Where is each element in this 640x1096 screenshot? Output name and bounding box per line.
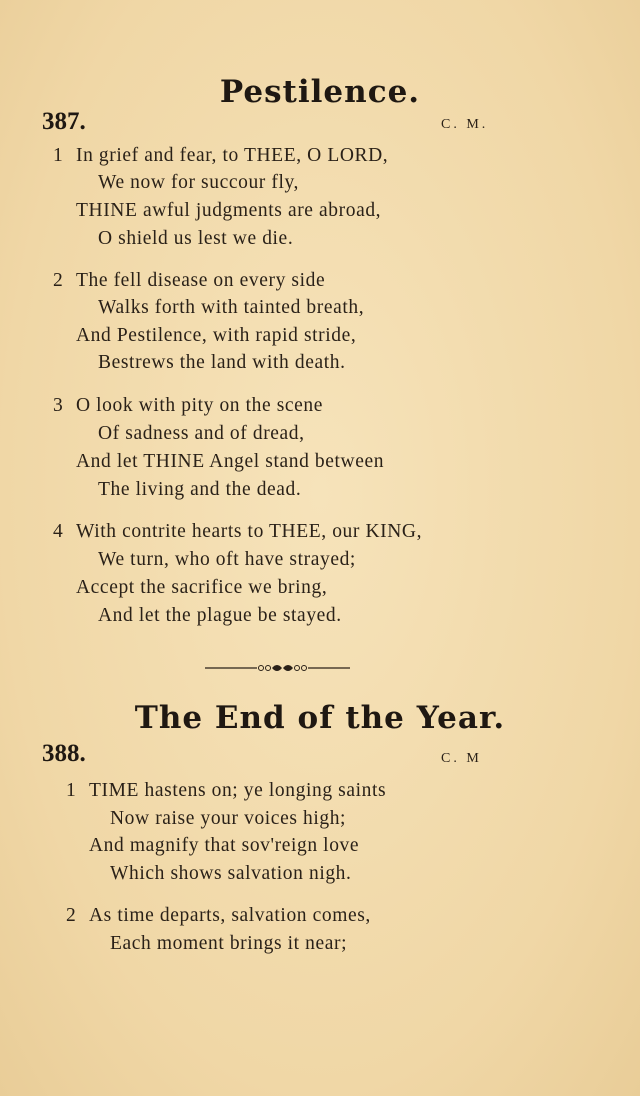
verse-line: The living and the dead.: [98, 479, 302, 500]
verse-line: Bestrews the land with death.: [98, 352, 346, 373]
verse-line: Walks forth with tainted breath,: [98, 297, 365, 318]
verse-line: We turn, who oft have strayed;: [98, 549, 356, 570]
verse-line: TIME hastens on; ye longing saints: [89, 780, 387, 801]
verse-line: And let the plague be stayed.: [98, 605, 342, 626]
verse-line: And let THINE Angel stand between: [76, 451, 385, 472]
verse-line: We now for succour fly,: [98, 172, 300, 193]
verse-number: 4: [53, 521, 63, 542]
verse-line: Accept the sacrifice we bring,: [76, 577, 328, 598]
verse-number: 1: [66, 780, 76, 801]
hymn-number: 388.: [42, 740, 86, 767]
hymn-title: The End of the Year.: [134, 700, 506, 736]
hymn-meter: C. M.: [441, 117, 489, 132]
verse-number: 1: [53, 145, 63, 166]
verse-number: 2: [53, 270, 63, 291]
verse-line: In grief and fear, to THEE, O LORD,: [76, 145, 389, 166]
verse-line: THINE awful judgments are abroad,: [76, 200, 382, 221]
verse-number: 3: [53, 395, 63, 416]
verse-number: 2: [66, 905, 76, 926]
verse-line: Of sadness and of dread,: [98, 423, 305, 444]
verse-line: The fell disease on every side: [76, 270, 326, 291]
hymn-meter: C. M: [441, 751, 482, 766]
verse-line: And Pestilence, with rapid stride,: [76, 325, 357, 346]
hymn-title: Pestilence.: [219, 74, 421, 110]
hymn-number: 387.: [42, 108, 86, 135]
verse-line: Each moment brings it near;: [110, 933, 348, 954]
verse-line: Now raise your voices high;: [110, 808, 347, 829]
verse-line: With contrite hearts to THEE, our KING,: [76, 521, 423, 542]
verse-line: And magnify that sov'reign love: [89, 835, 360, 856]
verse-line: O shield us lest we die.: [98, 228, 294, 249]
ornament-divider: [205, 661, 350, 675]
verse-line: Which shows salvation nigh.: [110, 863, 352, 884]
verse-line: As time departs, salvation comes,: [89, 905, 371, 926]
verse-line: O look with pity on the scene: [76, 395, 324, 416]
